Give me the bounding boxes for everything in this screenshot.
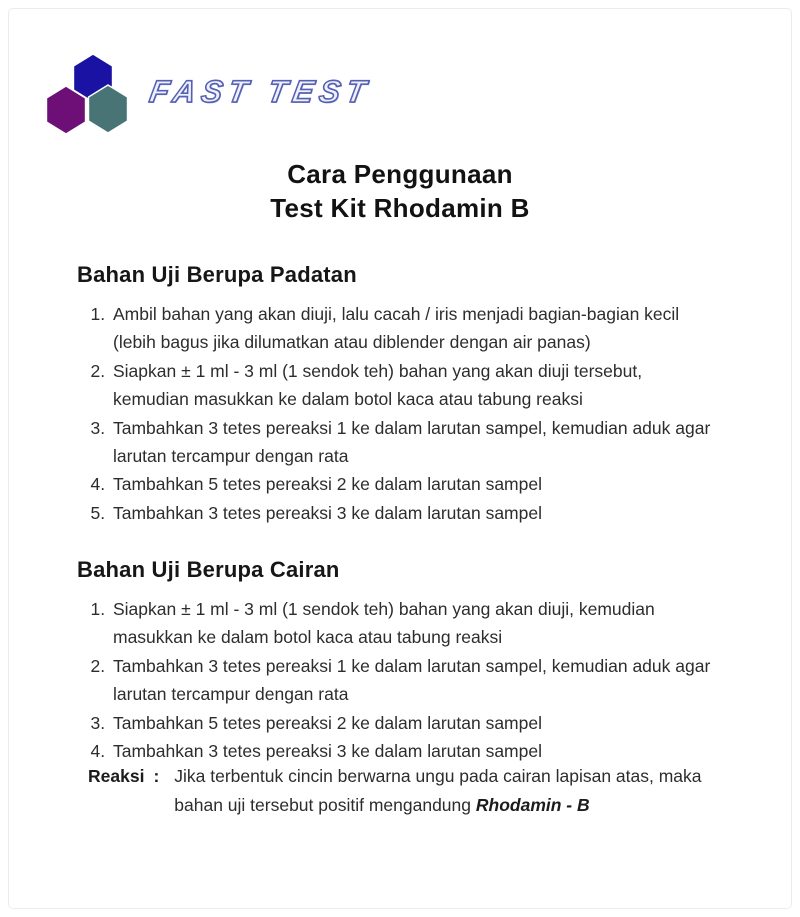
section-heading-padatan: Bahan Uji Berupa Padatan [77, 262, 357, 287]
brand-wordmark: FAST TEST [147, 74, 375, 109]
list-item: 4. Tambahkan 3 tetes pereaksi 3 ke dalam larutan sampel [110, 737, 720, 765]
document-title [0, 157, 800, 225]
list-item: 1. Siapkan ± 1 ml - 3 ml (1 sendok teh) bahan yang akan diuji, kemudian masukkan ke dalam botol kaca atau tabung reaksi [110, 595, 720, 652]
reaction-highlight: Rhodamin - B [475, 795, 590, 815]
instruction-list-cairan [77, 595, 720, 765]
list-item: 1. Ambil bahan yang akan diuji, lalu cacah / iris menjadi bagian-bagian kecil (lebih bagus jika dilumatkan atau diblender dengan air panas) [110, 300, 720, 357]
list-item: 2. Siapkan ± 1 ml - 3 ml (1 sendok teh) bahan yang akan diuji tersebut, kemudian masukkan ke dalam botol kaca atau tabung reaksi [110, 357, 720, 414]
title-line-2: Test Kit Rhodamin B [270, 193, 530, 223]
list-item: 3. Tambahkan 5 tetes pereaksi 2 ke dalam larutan sampel [110, 709, 720, 737]
list-item: 4. Tambahkan 5 tetes pereaksi 2 ke dalam larutan sampel [110, 470, 720, 498]
reaction-label: Reaksi [88, 766, 145, 786]
reaction-description: Jika terbentuk cincin berwarna ungu pada cairan lapisan atas, maka bahan uji tersebut positif mengandung [174, 766, 702, 815]
section-bahan-padatan [77, 261, 720, 527]
title-line-1: Cara Penggunaan [287, 159, 513, 189]
list-item: 2. Tambahkan 3 tetes pereaksi 1 ke dalam larutan sampel, kemudian aduk agar larutan tercampur dengan rata [110, 652, 720, 709]
reaction-colon: : [153, 766, 160, 786]
instruction-list-padatan [77, 300, 720, 527]
list-item: 3. Tambahkan 3 tetes pereaksi 1 ke dalam larutan sampel, kemudian aduk agar larutan tercampur dengan rata [110, 414, 720, 471]
logo-hexagons-icon [45, 50, 147, 142]
section-heading-cairan: Bahan Uji Berupa Cairan [77, 557, 340, 582]
list-item: 5. Tambahkan 3 tetes pereaksi 3 ke dalam larutan sampel [110, 499, 720, 527]
reaction-text [174, 762, 722, 820]
fast-test-logo [45, 50, 375, 145]
section-bahan-cairan [77, 556, 720, 765]
reaction-note [88, 762, 728, 820]
